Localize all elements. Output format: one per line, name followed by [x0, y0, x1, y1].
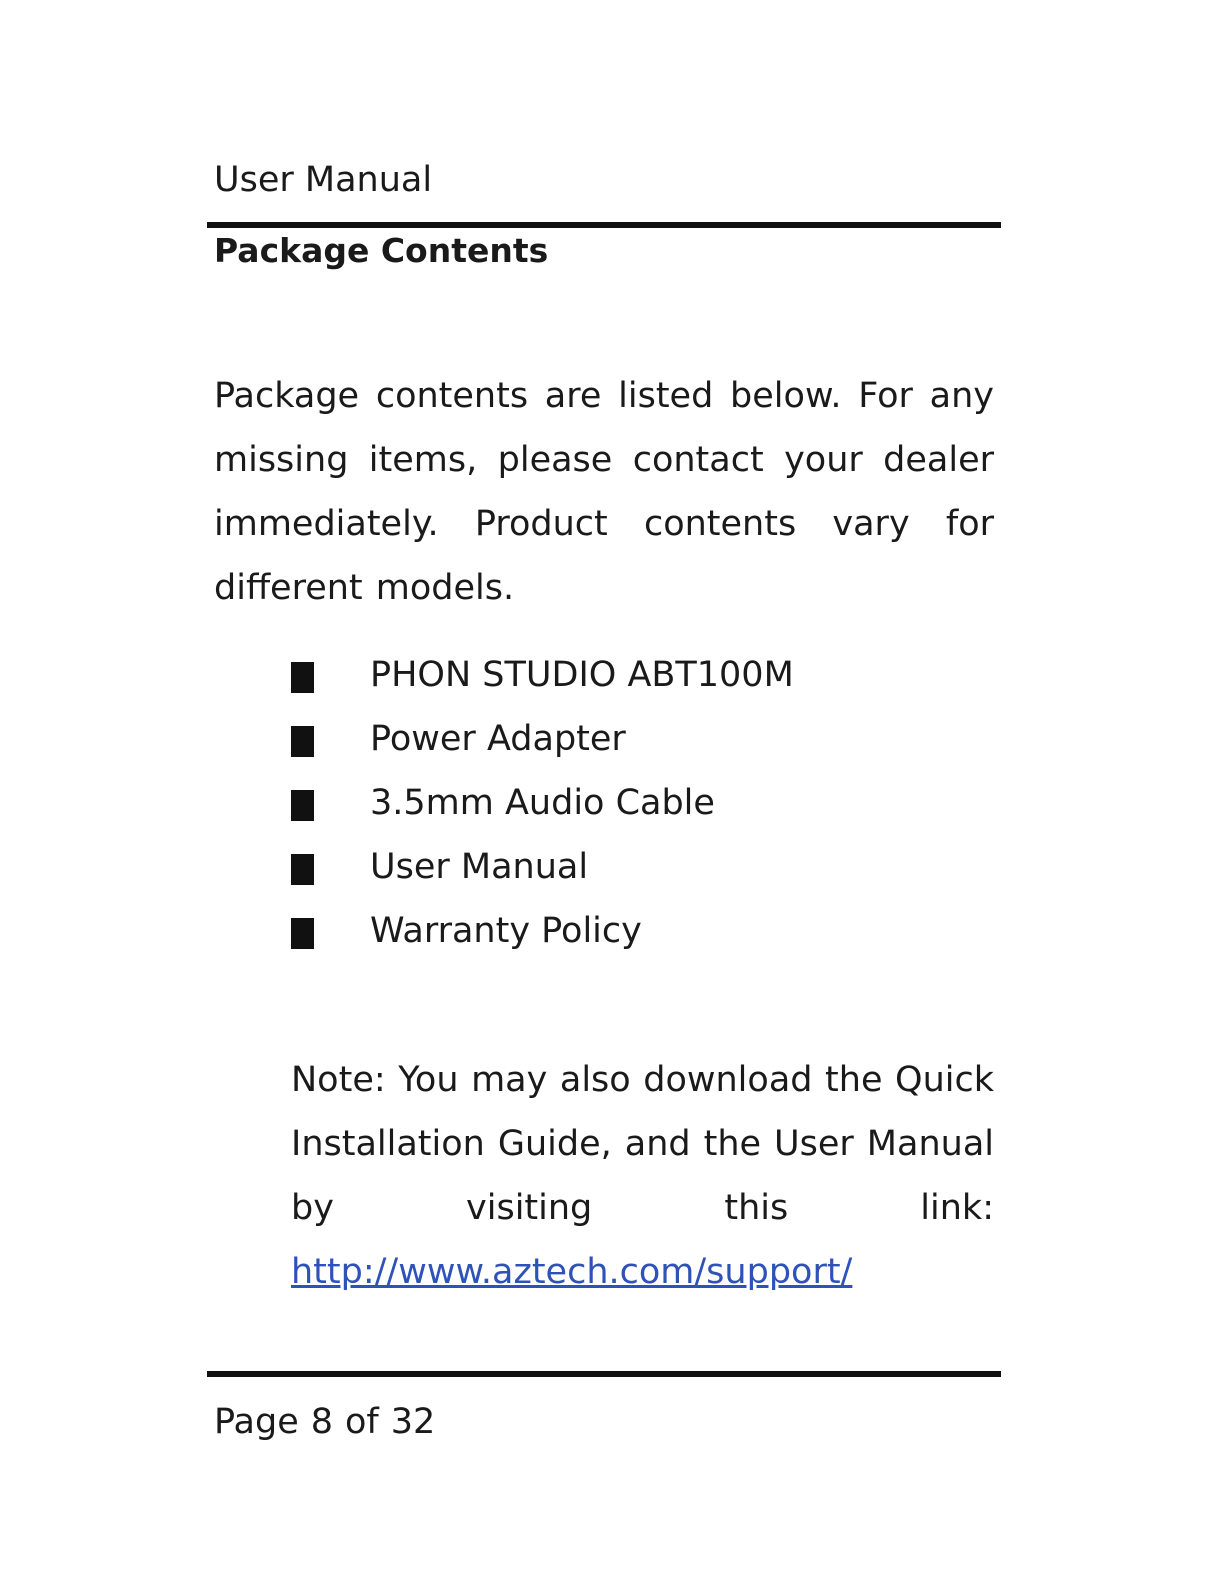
list-item [291, 835, 794, 899]
square-bullet-icon [291, 726, 314, 757]
header-rule [207, 222, 1001, 228]
page-total: 32 [390, 1402, 436, 1442]
list-item-label: User Manual [370, 847, 589, 887]
list-item-label: Power Adapter [370, 719, 626, 759]
intro-paragraph: Package contents are listed below. For any missing items, please contact your dealer immediately. Product contents vary for different models. [214, 376, 994, 608]
list-item-label: PHON STUDIO ABT100M [370, 655, 794, 695]
footer-rule [207, 1371, 1001, 1377]
list-item-label: Warranty Policy [370, 911, 642, 951]
page-footer [214, 1400, 435, 1444]
note-paragraph [291, 1048, 994, 1304]
list-item-label: 3.5mm Audio Cable [370, 783, 715, 823]
page-number: 8 [310, 1402, 334, 1442]
of-label: of [345, 1402, 379, 1442]
support-link[interactable]: http://www.aztech.com/support/ [291, 1252, 853, 1292]
list-item [291, 899, 794, 963]
square-bullet-icon [291, 854, 314, 885]
list-item [291, 707, 794, 771]
list-item [291, 643, 794, 707]
package-contents-list [291, 643, 794, 963]
section-title: Package Contents [214, 231, 549, 270]
square-bullet-icon [291, 662, 314, 693]
running-header: User Manual [214, 160, 433, 200]
square-bullet-icon [291, 918, 314, 949]
square-bullet-icon [291, 790, 314, 821]
list-item [291, 771, 794, 835]
page-label: Page [214, 1402, 299, 1442]
note-text: Note: You may also download the Quick Installation Guide, and the User Manual by visiting this link: [291, 1060, 994, 1228]
